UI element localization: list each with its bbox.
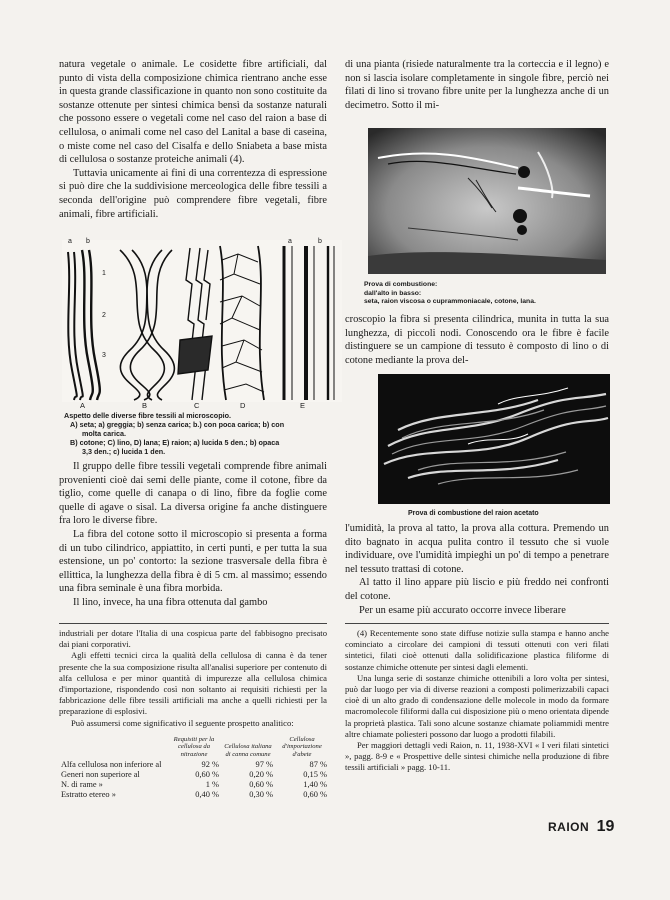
body-paragraph: croscopio la fibra si presenta cilindrica, munita in tutta la sua lunghezza, di piccoli nodi. Conoscendo ora le fibre è facile distinguere se un campione di tessuto è composto di lino o di cotone mediante la prova del- (345, 314, 609, 366)
table-cell: Estratto etereo » (61, 790, 116, 800)
footer (548, 818, 618, 838)
panel-label-b: B (142, 401, 148, 410)
table-header: Cellulosa italiana di canna comune (224, 743, 272, 758)
table-cell: N. di rame » (61, 780, 103, 790)
table-cell: 97 % (255, 760, 273, 770)
combustion-photo-2 (378, 374, 610, 504)
page-number: 19 (596, 818, 615, 835)
combustion-caption-2: Prova di combustione del raion acetato (408, 510, 539, 517)
panel-label-a: A (80, 401, 86, 410)
body-paragraph: natura vegetale o animale. Le cosidette fibre artificiali, dal punto di vista della composizione chimica rientrano anche esse in questa grande classificazione in quanto non sono costituite da sostanze ottenute per sintesi chimica bensì da sostanze naturali che possono essere o vegetali come nel caso del raion a base di cellulosa, o animali come nel caso del Lanital a base di caseina, o miste come nel caso del Cisalfa e dello Sniabeta a base mista di cellulosa o sostanze proteiche animali (4). (59, 59, 327, 166)
fig-label-e-a: a (288, 238, 292, 245)
combustion-photo-image (378, 374, 610, 504)
right-column-continued (345, 522, 609, 617)
footer-brand: RAION (548, 820, 590, 834)
table-header (59, 736, 167, 760)
note-paragraph: industriali per dotare l'Italia di una cospicua parte del fabbisogno precisato dai piani corporativi. (59, 628, 327, 650)
fig-label-2: 2 (102, 312, 106, 319)
body-paragraph: Il lino, invece, ha una fibra ottenuta dal gambo (73, 596, 268, 608)
body-paragraph: Tuttavia unicamente ai fini di una correntezza di espressione si può dire che la suddivisione merceologica delle fibre tessili a seconda dell'origine può comprendere fibre vegetali, fibre animali, fibre artificiali. (59, 167, 327, 220)
right-notes (345, 628, 609, 774)
table-row (59, 790, 329, 800)
table-cell: 87 % (309, 760, 327, 770)
caption-line: 3,3 den.; c) lucida 1 den. (82, 447, 166, 456)
note-paragraph: Una lunga serie di sostanze chimiche ottenibili a loro volta per sintesi, può dar luogo per via di diverse reazioni a composti polimerizzabili capaci cioè di un alto grado di condensazione delle molecole in modo da formare macromolecole filiformi dalla cui disposizione più o meno orientata dipende la proprietà plastica. Tali sono alcune sostanze chiamate poliammidi mentre altre chiamate poliesteri possono dar luogo a prodotti filabili. (345, 672, 609, 739)
caption-line: dall'alto in basso: (364, 289, 422, 297)
body-paragraph: Al tatto il lino appare più liscio e più freddo nei confronti del cotone. (345, 577, 609, 602)
caption-line: A) seta; a) greggia; b) senza carica; b.) con poca carica; b) con (70, 420, 285, 429)
panel-label-c: C (194, 401, 200, 410)
caption-line: molta carica. (82, 429, 126, 438)
figure-caption (64, 411, 344, 456)
table-cell: 1 % (205, 780, 219, 790)
note-paragraph: Può assumersi come significativo il seguente prospetto analitico: (71, 717, 294, 728)
fig-label-3: 3 (102, 352, 106, 359)
figure-panel-labels (62, 401, 342, 411)
table-row (59, 780, 329, 790)
note-paragraph: (4) Recentemente sono state diffuse notizie sulla stampa e hanno anche cominciato a circolare dei campioni di tessuti ottenuti con veri filati sintetici, filati cioè ottenuti dalla solidificazione plastica filiforme di sostanze chimiche ottenute per sintesi dagli elementi. (345, 628, 609, 672)
table-cell: 0,60 % (303, 790, 327, 800)
body-paragraph: di una pianta (risiede naturalmente tra la corteccia e il legno) e non si lascia isolare completamente in singole fibre, perciò nei filati di lino si trovano fibre unite per la lunghezza anche di un decimetro. Sotto il mi- (345, 59, 609, 111)
analysis-table (59, 736, 329, 800)
note-paragraph: Per maggiori dettagli vedi Raion, n. 11, 1938-XVI « I veri filati sintetici », pagg. 8-9 e « Prospettive delle sintesi chimiche nella produzione di fibre tessili artificiali » pagg. 10-11. (345, 740, 609, 773)
right-notes-divider (345, 623, 609, 624)
table-cell: 0,15 % (303, 770, 327, 780)
fig-label-a: a (68, 238, 72, 245)
right-column-mid (345, 313, 609, 367)
fig-label-e-b: b (318, 238, 322, 245)
microscope-figure (62, 240, 342, 402)
combustion-caption-1 (364, 281, 610, 307)
table-cell: 0,20 % (249, 770, 273, 780)
fig-label-1: 1 (102, 270, 106, 277)
caption-line: B) cotone; C) lino, D) lana; E) raion; a) lucida 5 den.; b) opaca (70, 438, 280, 447)
body-paragraph: Il gruppo delle fibre tessili vegetali comprende fibre animali provenienti cioè dai semi delle piante, come il cotone, fibre da tiglio, come quelle di canapa o di lino, fibre da foglie come quelle di agave o sisal. La diversa origine fa anche distinguere fra loro le diverse fibre. (59, 461, 327, 527)
panel-label-e: E (300, 401, 306, 410)
table-cell: 0,40 % (195, 790, 219, 800)
caption-line: seta, raion viscosa o cuprammoniacale, cotone, lana. (364, 298, 536, 306)
left-column (59, 58, 327, 221)
table-cell: 92 % (201, 760, 219, 770)
table-cell: 1,40 % (303, 780, 327, 790)
combustion-photo-1 (368, 128, 606, 274)
table-cell: 0,30 % (249, 790, 273, 800)
table-cell: 0,60 % (195, 770, 219, 780)
caption-line: Prova di combustione: (364, 281, 438, 288)
note-paragraph: Agli effetti tecnici circa la qualità della cellulosa di canna è da tener presente che la sua composizione risulta all'analisi superiore per contenuto di alfa cellulosa e per minor quantità di impurezze alla cellulosa chimica d'importazione, rispondendo così non soltanto ai requisiti richiesti per la fabbricazione delle fibre tessili artificiali ma anche a quelli richiesti per la preparazione di esplosivi. (59, 650, 327, 717)
right-column (345, 58, 609, 112)
left-column-continued (59, 460, 327, 610)
fig-label-b: b (86, 238, 90, 245)
body-paragraph: l'umidità, la prova al tatto, la prova alla cottura. Premendo un dito bagnato in acqua pulita contro il tessuto che si vuole individuare, ove l'umidità impieghi un po' di tempo a penetrare nel tessuto trattasi di cotone. (345, 523, 609, 575)
left-notes-divider (59, 623, 327, 624)
caption-title: Aspetto delle diverse fibre tessili al microscopio. (64, 411, 231, 420)
body-paragraph: La fibra del cotone sotto il microscopio si presenta a forma di un tubo cilindrico, appiattito, in certi punti, e per tutta la sua estensione, un po' contorto: la sezione trasversale della fibra è ellittica, la lunghezza della fibra è di 5 cm. al massimo; essendo una fibra seminale è una fibra morbida. (59, 528, 327, 595)
table-row (59, 760, 329, 770)
table-cell: 0,60 % (249, 780, 273, 790)
panel-label-d: D (240, 401, 246, 410)
table-cell: Generi non superiore al (61, 770, 140, 780)
table-cell: Alfa cellulosa non inferiore al (61, 760, 162, 770)
table-header: Requisiti per la cellulosa da nitrazione (173, 736, 215, 758)
combustion-photo-image (368, 128, 606, 274)
table-row (59, 770, 329, 780)
table-header: Cellulosa d'importazione d'abete (282, 736, 322, 758)
body-paragraph: Per un esame più accurato occorre invece liberare (359, 604, 566, 616)
left-notes (59, 628, 327, 729)
table-header-row (59, 736, 329, 760)
fiber-drawing (62, 240, 342, 402)
